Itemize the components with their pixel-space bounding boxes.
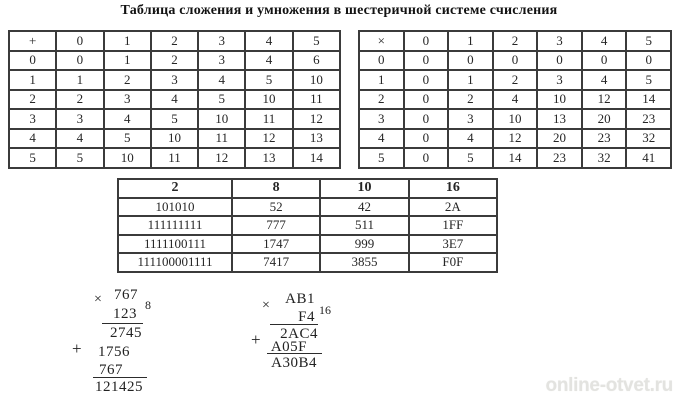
table-cell: 5 xyxy=(448,148,493,168)
table-cell: 10 xyxy=(493,109,538,129)
table-cell: 2 xyxy=(493,31,538,51)
table-cell: 1111100111 xyxy=(118,235,232,254)
table-cell: 12 xyxy=(293,109,340,129)
multiplication-table xyxy=(358,30,672,169)
table-row xyxy=(359,109,671,129)
table-cell: 1747 xyxy=(232,235,320,254)
table-cell: 14 xyxy=(493,148,538,168)
hex-multiplication-example xyxy=(245,288,335,372)
table-cell: 3 xyxy=(104,90,151,110)
table-cell: 0 xyxy=(404,129,449,149)
table-cell: 4 xyxy=(245,51,292,71)
table-cell: 14 xyxy=(626,90,671,110)
table-cell: 2 xyxy=(9,90,56,110)
table-cell: 2 xyxy=(448,90,493,110)
table-cell: 52 xyxy=(232,198,320,217)
table-cell: 4 xyxy=(9,129,56,149)
base-subscript: 16 xyxy=(319,303,331,317)
table-cell: 4 xyxy=(582,70,627,90)
table-cell: 3855 xyxy=(320,253,408,272)
table-cell: 5 xyxy=(359,148,404,168)
table-row xyxy=(359,129,671,149)
table-cell: 1 xyxy=(104,51,151,71)
table-row xyxy=(9,51,340,71)
table-row xyxy=(359,148,671,168)
table-cell: 4 xyxy=(198,70,245,90)
table-cell: 32 xyxy=(626,129,671,149)
table-cell: 0 xyxy=(404,148,449,168)
table-cell: 1 xyxy=(359,70,404,90)
table-cell: 10 xyxy=(151,129,198,149)
partial-product: 1756 xyxy=(98,344,130,360)
table-cell: 1 xyxy=(56,70,103,90)
table-cell: 20 xyxy=(582,109,627,129)
table-cell: 13 xyxy=(245,148,292,168)
table-cell: 3 xyxy=(537,31,582,51)
table-cell: 0 xyxy=(626,51,671,71)
table-row xyxy=(118,179,497,198)
table-cell: 3 xyxy=(448,109,493,129)
table-cell: 2 xyxy=(359,90,404,110)
table-cell: 5 xyxy=(293,31,340,51)
table-row xyxy=(9,148,340,168)
table-row xyxy=(359,51,671,71)
table-cell: 20 xyxy=(537,129,582,149)
table-cell: 11 xyxy=(245,109,292,129)
table-cell: 5 xyxy=(9,148,56,168)
table-cell: 0 xyxy=(537,51,582,71)
partial-product: 2AC4 xyxy=(280,326,318,342)
table-cell: 10 xyxy=(320,179,408,198)
table-cell: 3 xyxy=(9,109,56,129)
table-cell: 5 xyxy=(56,148,103,168)
table-cell: 7417 xyxy=(232,253,320,272)
table-cell: 2 xyxy=(151,31,198,51)
table-cell: 1 xyxy=(448,70,493,90)
table-cell: 0 xyxy=(448,51,493,71)
page-title: Таблица сложения и умножения в шестеричной системе счисления xyxy=(120,3,558,18)
table-cell: × xyxy=(359,31,404,51)
table-cell: 999 xyxy=(320,235,408,254)
sum-line xyxy=(270,324,318,325)
table-cell: 4 xyxy=(151,90,198,110)
table-row xyxy=(9,109,340,129)
table-cell: 4 xyxy=(582,31,627,51)
table-cell: 111111111 xyxy=(118,216,232,235)
table-cell: 4 xyxy=(104,109,151,129)
table-cell: 1 xyxy=(448,31,493,51)
table-cell: 8 xyxy=(232,179,320,198)
multiplier: F4 xyxy=(298,309,315,325)
table-row xyxy=(118,216,497,235)
multiplicand: 767 xyxy=(114,287,138,303)
partial-product: A05F xyxy=(270,339,307,355)
table-cell: 10 xyxy=(198,109,245,129)
table-cell: 6 xyxy=(293,51,340,71)
table-cell: 11 xyxy=(293,90,340,110)
table-cell: 0 xyxy=(404,90,449,110)
table-cell: 0 xyxy=(56,51,103,71)
table-row xyxy=(9,31,340,51)
table-cell: 11 xyxy=(151,148,198,168)
table-cell: 4 xyxy=(359,129,404,149)
table-cell: 11 xyxy=(198,129,245,149)
table-cell: 4 xyxy=(448,129,493,149)
table-cell: 2 xyxy=(493,70,538,90)
table-cell: 12 xyxy=(493,129,538,149)
table-cell: 10 xyxy=(104,148,151,168)
table-cell: 5 xyxy=(151,109,198,129)
table-cell: 0 xyxy=(404,70,449,90)
table-cell: 511 xyxy=(320,216,408,235)
table-cell: 2 xyxy=(56,90,103,110)
table-cell: 101010 xyxy=(118,198,232,217)
table-cell: 3 xyxy=(198,31,245,51)
table-cell: 5 xyxy=(245,70,292,90)
table-cell: 0 xyxy=(359,51,404,71)
sum-line xyxy=(102,323,143,324)
table-cell: F0F xyxy=(409,253,497,272)
table-cell: 0 xyxy=(404,109,449,129)
table-cell: 3 xyxy=(198,51,245,71)
table-cell: 2 xyxy=(151,51,198,71)
table-cell: 4 xyxy=(56,129,103,149)
table-cell: 1 xyxy=(9,70,56,90)
table-row xyxy=(9,90,340,110)
table-cell: 14 xyxy=(293,148,340,168)
table-cell: 12 xyxy=(582,90,627,110)
table-row xyxy=(359,70,671,90)
table-cell: 5 xyxy=(198,90,245,110)
multiplicand: AB1 xyxy=(285,291,315,307)
table-row xyxy=(118,198,497,217)
table-cell: 3 xyxy=(56,109,103,129)
table-cell: 777 xyxy=(232,216,320,235)
table-cell: + xyxy=(9,31,56,51)
plus-icon: + xyxy=(72,339,83,358)
sum-line xyxy=(93,377,147,378)
table-cell: 10 xyxy=(245,90,292,110)
table-cell: 3 xyxy=(359,109,404,129)
plus-icon: + xyxy=(251,330,262,349)
table-cell: 3 xyxy=(151,70,198,90)
table-row xyxy=(118,235,497,254)
table-cell: 23 xyxy=(537,148,582,168)
table-cell: 0 xyxy=(56,31,103,51)
table-cell: 12 xyxy=(198,148,245,168)
table-cell: 42 xyxy=(320,198,408,217)
table-cell: 3 xyxy=(537,70,582,90)
table-cell: 41 xyxy=(626,148,671,168)
partial-product: 767 xyxy=(99,362,123,378)
multiply-icon: × xyxy=(94,292,103,307)
table-cell: 1FF xyxy=(409,216,497,235)
table-cell: 0 xyxy=(493,51,538,71)
table-cell: 3E7 xyxy=(409,235,497,254)
table-cell: 32 xyxy=(582,148,627,168)
base-conversion-table xyxy=(117,178,498,273)
table-cell: 0 xyxy=(9,51,56,71)
partial-product: 2745 xyxy=(110,325,142,341)
table-cell: 2 xyxy=(104,70,151,90)
table-cell: 5 xyxy=(626,31,671,51)
table-row xyxy=(359,31,671,51)
table-cell: 23 xyxy=(626,109,671,129)
table-cell: 12 xyxy=(245,129,292,149)
table-cell: 1 xyxy=(104,31,151,51)
table-cell: 2 xyxy=(118,179,232,198)
watermark: online-otvet.ru xyxy=(545,375,673,396)
multiply-icon: × xyxy=(262,298,271,313)
table-cell: 4 xyxy=(493,90,538,110)
table-cell: 0 xyxy=(404,51,449,71)
result: A30B4 xyxy=(271,355,317,371)
table-cell: 0 xyxy=(404,31,449,51)
multiplier: 123 xyxy=(113,306,137,322)
table-cell: 10 xyxy=(293,70,340,90)
table-cell: 111100001111 xyxy=(118,253,232,272)
table-cell: 0 xyxy=(582,51,627,71)
table-cell: 13 xyxy=(293,129,340,149)
table-row xyxy=(9,70,340,90)
table-cell: 4 xyxy=(245,31,292,51)
table-row xyxy=(118,253,497,272)
result: 121425 xyxy=(95,379,143,395)
addition-table xyxy=(8,30,341,169)
table-cell: 23 xyxy=(582,129,627,149)
table-cell: 5 xyxy=(626,70,671,90)
table-cell: 16 xyxy=(409,179,497,198)
table-cell: 10 xyxy=(537,90,582,110)
table-cell: 2A xyxy=(409,198,497,217)
base-subscript: 8 xyxy=(145,298,151,312)
sum-line xyxy=(267,353,322,354)
table-cell: 5 xyxy=(104,129,151,149)
octal-multiplication-example xyxy=(70,288,150,394)
table-row xyxy=(359,90,671,110)
table-row xyxy=(9,129,340,149)
table-cell: 13 xyxy=(537,109,582,129)
